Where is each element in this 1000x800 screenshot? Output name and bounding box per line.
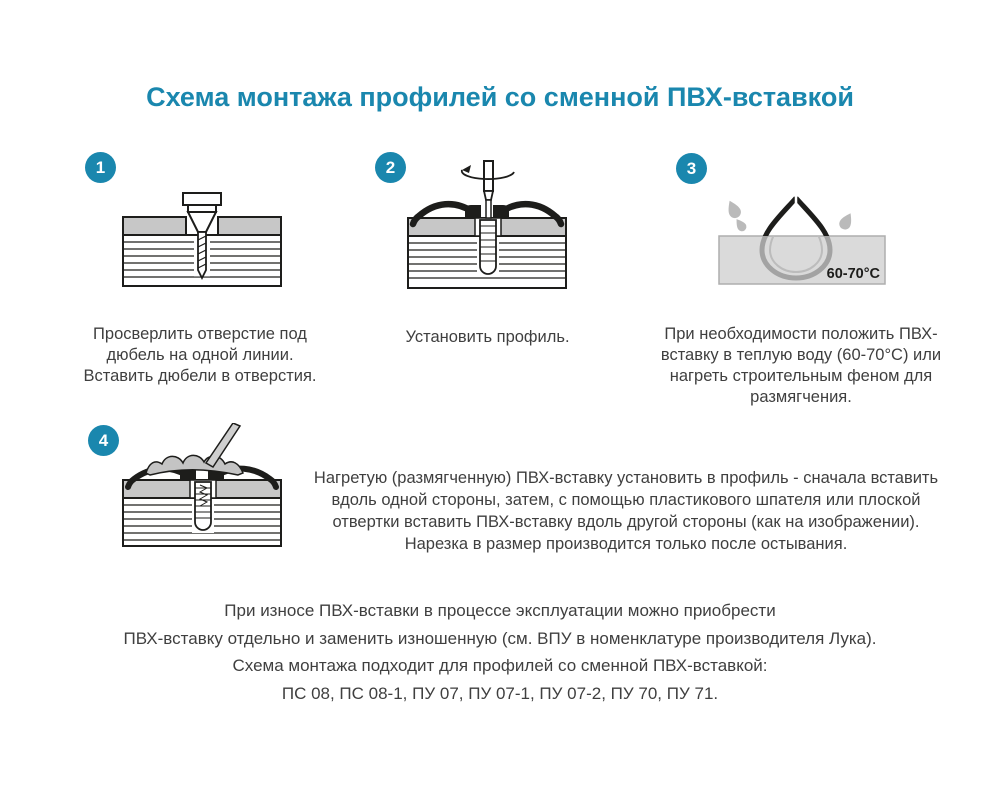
step-2-caption: Установить профиль. xyxy=(405,328,570,346)
footer-line-2: ПВХ-вставку отдельно и заменить изношенную (см. ВПУ в номенклатуре производителя Лука). xyxy=(123,628,877,648)
warm-water-illustration-svg xyxy=(712,194,892,286)
drill-hole-illustration-svg xyxy=(122,192,282,288)
step-3-caption: При необходимости положить ПВХ-вставку в теплую воду (60-70°С) или нагреть строительным феном для размягчения. xyxy=(660,325,942,406)
step-2-illustration xyxy=(407,160,567,290)
footer-line-3: Схема монтажа подходит для профилей со сменной ПВХ-вставкой: xyxy=(232,656,768,675)
page-title: Схема монтажа профилей со сменной ПВХ-вставкой xyxy=(146,82,854,112)
step-3-number-badge: 3 xyxy=(676,153,707,184)
step-4-illustration xyxy=(122,423,282,548)
footer-line-1: При износе ПВХ-вставки в процессе эксплуатации можно приобрести xyxy=(224,601,776,620)
insert-install-illustration-svg xyxy=(122,423,282,548)
water-temperature-label: 60-70°C xyxy=(826,266,880,282)
footer-line-4: ПС 08, ПС 08-1, ПУ 07, ПУ 07-1, ПУ 07-2, ПУ 70, ПУ 71. xyxy=(281,683,719,703)
footer-note xyxy=(0,597,1000,707)
dowel xyxy=(477,220,499,275)
profile-install-illustration-svg xyxy=(407,160,567,290)
step-4-number-badge: 4 xyxy=(88,425,119,456)
step-1-caption: Просверлить отверстие под дюбель на одной линии. Вставить дюбели в отверстия. xyxy=(83,325,317,385)
step-4-caption: Нагретую (размягченную) ПВХ-вставку установить в профиль - сначала вставить вдоль одной стороны, затем, с помощью пластикового шпателя или плоской отвертки вставить ПВХ-вставку вдоль другой стороны (как на изображении). Нарезка в размер производится только после остывания. xyxy=(313,469,939,553)
step-1-illustration xyxy=(122,192,282,288)
step-3-illustration xyxy=(712,194,892,286)
step-2-number-badge: 2 xyxy=(375,152,406,183)
step-1-number-badge: 1 xyxy=(85,152,116,183)
dowel-with-screw xyxy=(192,482,214,533)
